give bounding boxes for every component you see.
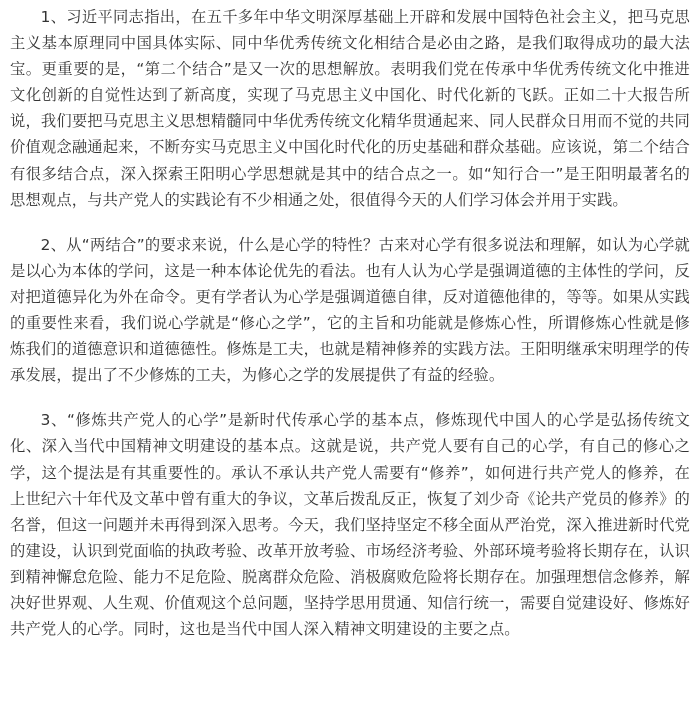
paragraph-1: 1、习近平同志指出，在五千多年中华文明深厚基础上开辟和发展中国特色社会主义，把马克思主义基本原理同中国具体实际、同中华优秀传统文化相结合是必由之路，是我们取得成功的最大法宝。更重要的是，“第二个结合”是又一次的思想解放。表明我们党在传承中华优秀传统文化中推进文化创新的自觉性达到了新高度，实现了马克思主义中国化、时代化新的飞跃。正如二十大报告所说，我们要把马克思主义思想精髓同中华优秀传统文化精华贯通起来、同人民群众日用而不觉的共同价值观念融通起来，不断夯实马克思主义中国化时代化的历史基础和群众基础。应该说，第二个结合有很多结合点，深入探索王阳明心学思想就是其中的结合点之一。如“知行合一”是王阳明最著名的思想观点，与共产党人的实践论有不少相通之处，很值得今天的人们学习体会并用于实践。 [10, 8, 690, 209]
paragraph-3: 3、“修炼共产党人的心学”是新时代传承心学的基本点，修炼现代中国人的心学是弘扬传统文化、深入当代中国精神文明建设的基本点。这就是说，共产党人要有自己的心学，有自己的修心之学，这个提法是有其重要性的。承认不承认共产党人需要有“修养”，如何进行共产党人的修养，在上世纪六十年代及文革中曾有重大的争议，文革后拨乱反正，恢复了刘少奇《论共产党员的修养》的名誉，但这一问题并未再得到深入思考。今天，我们坚持坚定不移全面从严治党，深入推进新时代党的建设，认识到党面临的执政考验、改革开放考验、市场经济考验、外部环境考验将长期存在，认识到精神懈怠危险、能力不足危险、脱离群众危险、消极腐败危险将长期存在。加强理想信念修养，解决好世界观、人生观、价值观这个总问题，坚持学思用贯通、知信行统一，需要自觉建设好、修炼好共产党人的心学。同时，这也是当代中国人深入精神文明建设的主要之点。 [10, 411, 690, 639]
paragraph-2: 2、从“两结合”的要求来说，什么是心学的特性？古来对心学有很多说法和理解，如认为心学就是以心为本体的学问，这是一种本体论优先的看法。也有人认为心学是强调道德的主体性的学问，反对把道德异化为外在命令。更有学者认为心学是强调道德自律，反对道德他律的，等等。如果从实践的重要性来看，我们说心学就是“修心之学”，它的主旨和功能就是修炼心性，所谓修炼心性就是修炼我们的道德意识和道德德性。修炼是工夫，也就是精神修养的实践方法。王阳明继承宋明理学的传承发展，提出了不少修炼的工夫，为修心之学的发展提供了有益的经验。 [10, 235, 690, 385]
article-body [10, 0, 690, 642]
